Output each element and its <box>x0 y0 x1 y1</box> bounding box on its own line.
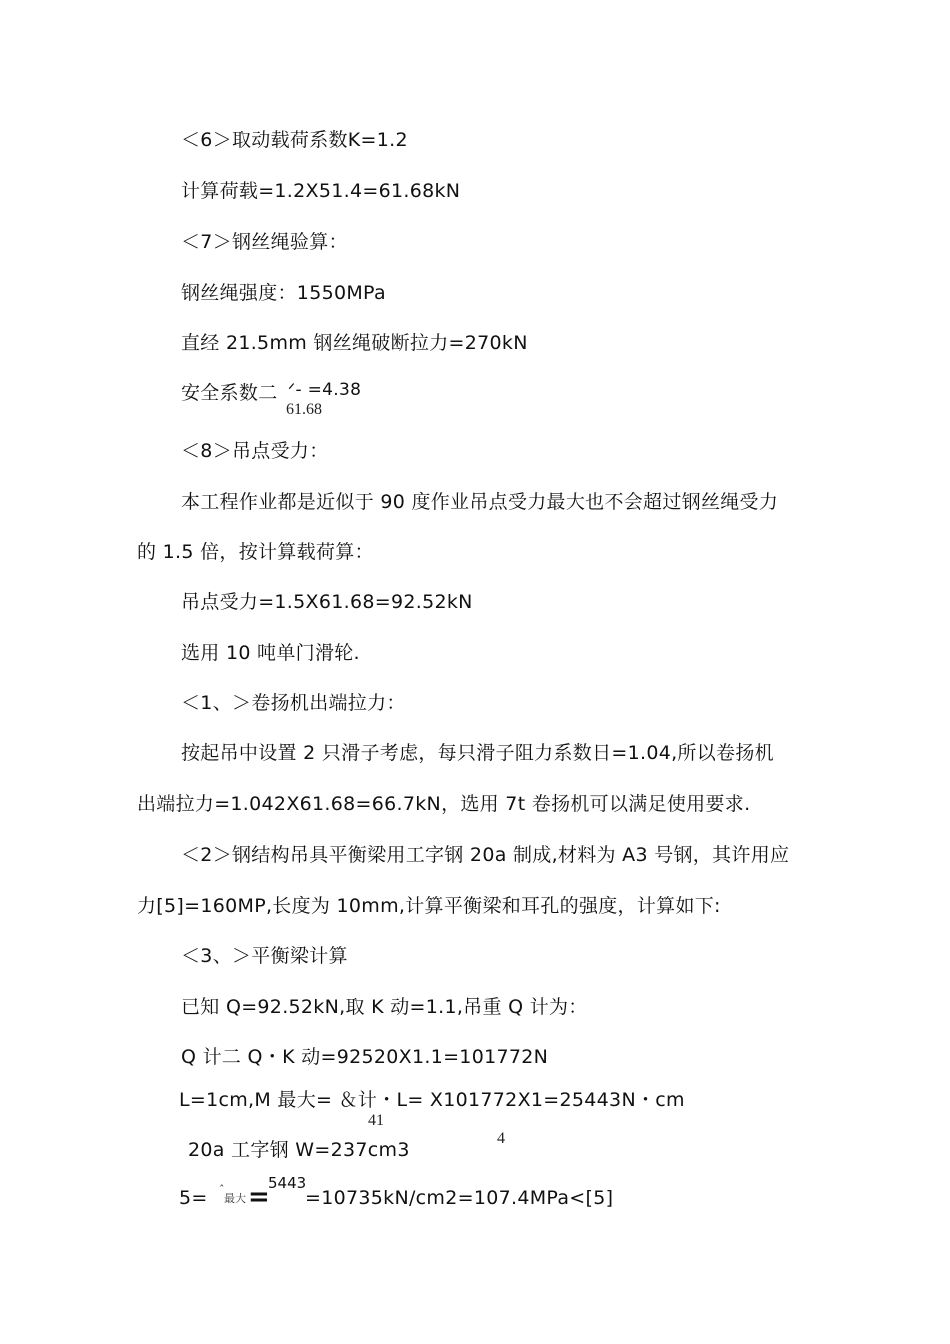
safety-factor-denominator: 61.68 <box>286 401 322 418</box>
text-line-lifting-point-force: 吊点受力=1.5X61.68=92.52kN <box>181 591 473 613</box>
text-line-calculated-load: 计算荷载=1.2X51.4=61.68kN <box>181 180 461 202</box>
stress-superscript-value: 5443 <box>268 1174 307 1192</box>
text-line-safety-factor-label: 安全系数二 <box>181 382 278 404</box>
stress-equals-sign: = <box>248 1182 270 1212</box>
text-line-wire-rope-strength: 钢丝绳强度：1550MPa <box>181 282 386 304</box>
stress-result: =10735kN/cm2=107.4MPa<[5] <box>305 1187 614 1209</box>
stress-hat-symbol: ˆ <box>219 1183 225 1196</box>
text-line-pulley-selection: 选用 10 吨单门滑轮. <box>181 642 360 664</box>
safety-factor-numerator: ᐟ- =4.38 <box>288 380 362 400</box>
text-line-breaking-force: 直经 21.5mm 钢丝绳破断拉力=270kN <box>181 332 528 354</box>
text-line-winch-para-1: 按起吊中设置 2 只滑子考虑，每只滑子阻力系数日=1.04,所以卷扬机 <box>181 742 774 764</box>
text-line-winch-para-2: 出端拉力=1.042X61.68=66.7kN，选用 7t 卷扬机可以满足使用要求. <box>137 793 751 815</box>
text-line-lifting-point-heading: ＜8＞吊点受力： <box>181 440 329 462</box>
stray-digit: 4 <box>497 1130 505 1147</box>
text-line-wire-rope-heading: ＜7＞钢丝绳验算： <box>181 231 348 253</box>
text-line-lifting-point-para-2: 的 1.5 倍，按计算载荷算： <box>137 541 374 563</box>
stress-prefix: 5= <box>179 1187 208 1209</box>
text-line-dynamic-load-factor: ＜6＞取动载荷系数K=1.2 <box>181 129 408 151</box>
text-line-i-beam-modulus: 20a 工字钢 W=237cm3 <box>188 1139 410 1161</box>
text-line-steel-structure-para-2: 力[5]=160MP,长度为 10mm,计算平衡梁和耳孔的强度，计算如下: <box>137 895 721 917</box>
stress-max-subscript: 最大 <box>224 1192 246 1205</box>
text-line-winch-heading: ＜1、＞卷扬机出端拉力： <box>181 692 406 714</box>
text-line-given-values: 已知 Q=92.52kN,取 K 动=1.1,吊重 Q 计为： <box>181 996 588 1018</box>
text-line-q-calc: Q 计二 Q・K 动=92520X1.1=101772N <box>181 1046 549 1068</box>
text-line-max-moment: L=1cm,M 最大= ＆计・L= X101772X1=25443N・cm <box>179 1089 685 1111</box>
moment-fraction-denominator: 41 <box>368 1112 384 1129</box>
text-line-lifting-point-para-1: 本工程作业都是近似于 90 度作业吊点受力最大也不会超过钢丝绳受力 <box>181 491 779 513</box>
text-line-steel-structure-para-1: ＜2＞钢结构吊具平衡梁用工字钢 20a 制成,材料为 A3 号钢，其许用应 <box>181 844 790 866</box>
text-line-balance-beam-heading: ＜3、＞平衡梁计算 <box>181 945 348 967</box>
